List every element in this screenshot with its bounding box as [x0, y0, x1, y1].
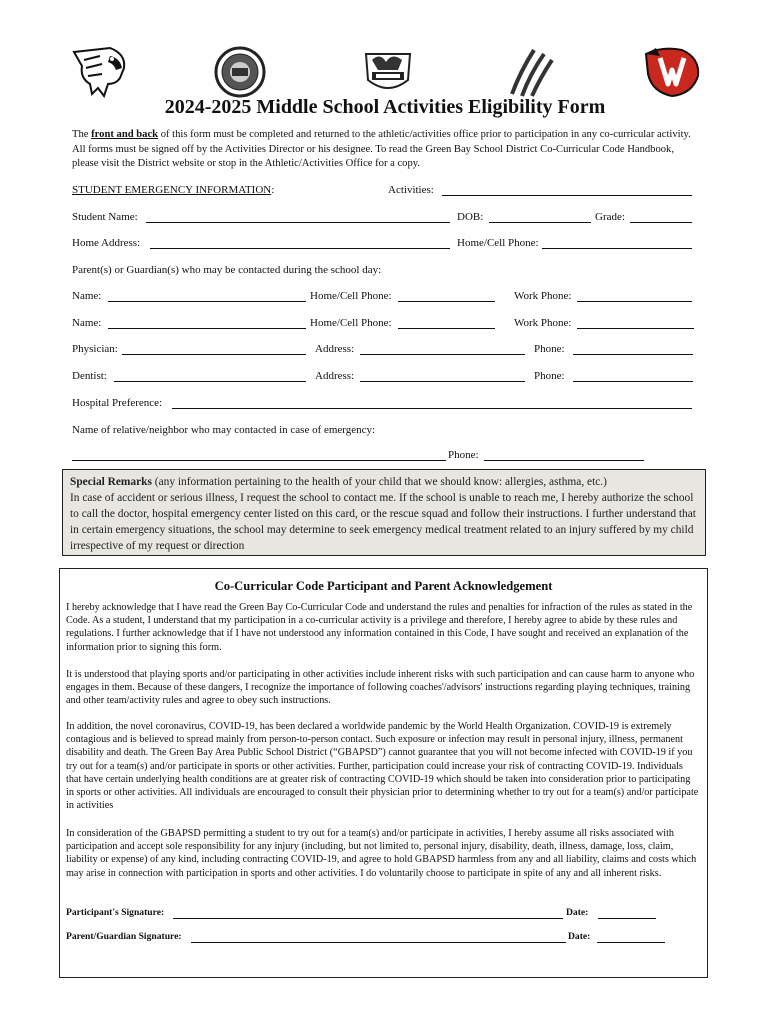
- dob-label: DOB:: [457, 211, 484, 223]
- guardian1-phone-label: Home/Cell Phone:: [310, 290, 392, 302]
- guardian-date-label: Date:: [568, 931, 591, 942]
- acknowledgement-box: [59, 568, 708, 978]
- guardians-label: Parent(s) or Guardian(s) who may be contacted during the school day:: [72, 264, 382, 276]
- relative-label: Name of relative/neighbor who may contacted in case of emergency:: [72, 424, 376, 436]
- guardian-signature-label: Parent/Guardian Signature:: [66, 931, 182, 942]
- student-name-label: Student Name:: [72, 211, 138, 223]
- home-address-label: Home Address:: [72, 237, 141, 249]
- activities-field[interactable]: [442, 195, 692, 196]
- dentist-label: Dentist:: [72, 370, 107, 382]
- physician-phone-label: Phone:: [534, 343, 565, 355]
- intro-paragraph: The front and back of this form must be completed and returned to the athletic/activities office prior to participation in any co-curricular activity. All forms must be signed off by the Activities Director or his designee. To read the Green Bay School District Co-Curricular Code Handbook, please visit the District website or stop in the Athletic/Activities Office for a copy.: [72, 129, 691, 170]
- guardian2-name-field[interactable]: [108, 328, 306, 329]
- emergency-heading: STUDENT EMERGENCY INFORMATION:: [72, 184, 275, 196]
- physician-address-field[interactable]: [360, 354, 525, 355]
- student-name-field[interactable]: [146, 222, 450, 223]
- ack-paragraph-1: I hereby acknowledge that I have read the Green Bay Co-Curricular Code and understand the rules and penalties for infraction of the rules as stated in the Code. As a student, I understand that my participation in a co-curricular activity is a privilege and therefore, I hereby agree to abide by these rules and regulations. I further acknowledge that if I have not understood any information contained in this Code, I have sought and received an explanation of the information prior to signing this form.: [66, 602, 693, 653]
- grade-label: Grade:: [595, 211, 625, 223]
- special-remarks-hint: (any information pertaining to the health of your child that we should know: allergies, asthma, etc.): [151, 476, 607, 488]
- relative-phone-label: Phone:: [448, 449, 479, 461]
- dentist-address-label: Address:: [315, 370, 355, 382]
- middle-school-seal-logo: [210, 44, 270, 100]
- home-address-field[interactable]: [150, 248, 450, 249]
- home-cell-phone-label: Home/Cell Phone:: [457, 237, 539, 249]
- ack-paragraph-4: In consideration of the GBAPSD permitting a student to try out for a team(s) and/or participate in activities, I hereby assume all risks associated with participation and accept sole responsibility for any injury (including, but not limited to, personal injury, disability, death, illness, damage, loss, claim, liability or expense) of any kind, including contracting COVID-19, and agree to hold GBAPSD harmless from any and all liability, claims and costs which may arise in connection with participation in sports and other activities. I do voluntarily choose to participate in spite of any and all inherent risks.: [66, 828, 697, 879]
- dentist-phone-label: Phone:: [534, 370, 565, 382]
- school-crest-logo: [358, 44, 418, 100]
- guardian1-name-field[interactable]: [108, 301, 306, 302]
- participant-date-field[interactable]: [598, 918, 656, 919]
- hospital-label: Hospital Preference:: [72, 397, 163, 409]
- relative-phone-field[interactable]: [484, 460, 644, 461]
- guardian2-work-field[interactable]: [577, 328, 694, 329]
- special-remarks-label: Special Remarks: [70, 476, 152, 488]
- claw-marks-logo: [500, 44, 560, 100]
- dob-field[interactable]: [489, 222, 591, 223]
- activities-label: Activities:: [388, 184, 434, 196]
- relative-name-field[interactable]: [72, 460, 446, 461]
- intro-emphasis: front and back: [91, 129, 159, 140]
- physician-field[interactable]: [122, 354, 306, 355]
- ack-paragraph-2: It is understood that playing sports and/or participating in other activities include inherent risks with such participation and can cause harm to anyone who engages in them. Because of these dangers, I recognize the importance of following coaches'/advisors' instructions regarding playing techniques, training and other team/activity rules and agree to obey such instructions.: [66, 669, 695, 707]
- form-title: 2024-2025 Middle School Activities Eligibility Form: [164, 96, 606, 118]
- grade-field[interactable]: [630, 222, 692, 223]
- physician-label: Physician:: [72, 343, 118, 355]
- hospital-field[interactable]: [172, 408, 692, 409]
- participant-date-label: Date:: [566, 907, 589, 918]
- dentist-address-field[interactable]: [360, 381, 525, 382]
- guardian1-work-label: Work Phone:: [514, 290, 572, 302]
- physician-address-label: Address:: [315, 343, 355, 355]
- home-cell-phone-field[interactable]: [542, 248, 692, 249]
- eagle-head-logo: [70, 44, 130, 100]
- guardian-signature-field[interactable]: [191, 942, 566, 943]
- special-remarks-body: In case of accident or serious illness, I request the school to contact me. If the school is unable to reach me, I hereby authorize the school to call the doctor, hospital emergency center listed on this card, or the rescue squad and follow their instructions. I further understand that in certain emergency situations, the school may determine to seek emergency medical treatment related to an injury suffered by my child irrespective of my request or direction: [70, 492, 696, 552]
- participant-signature-label: Participant's Signature:: [66, 907, 165, 918]
- guardian1-work-field[interactable]: [577, 301, 692, 302]
- participant-signature-field[interactable]: [173, 918, 563, 919]
- guardian2-phone-field[interactable]: [398, 328, 495, 329]
- acknowledgement-title: Co-Curricular Code Participant and Parent Acknowledgement: [214, 579, 553, 593]
- guardian2-work-label: Work Phone:: [514, 317, 572, 329]
- guardian-date-field[interactable]: [597, 942, 665, 943]
- dentist-phone-field[interactable]: [573, 381, 693, 382]
- physician-phone-field[interactable]: [573, 354, 693, 355]
- guardian2-name-label: Name:: [72, 317, 102, 329]
- w-bird-logo: [642, 44, 702, 100]
- guardian1-name-label: Name:: [72, 290, 102, 302]
- guardian2-phone-label: Home/Cell Phone:: [310, 317, 392, 329]
- guardian1-phone-field[interactable]: [398, 301, 495, 302]
- logo-row: [60, 44, 720, 100]
- dentist-field[interactable]: [114, 381, 306, 382]
- special-remarks-box[interactable]: [62, 469, 706, 556]
- ack-paragraph-3: In addition, the novel coronavirus, COVID-19, has been declared a worldwide pandemic by the World Health Organization. COVID-19 is extremely contagious and is believed to spread mainly from person-to-person contact. Such exposure or infection may result in personal injury, illness, permanent disability and death. The Green Bay Area Public School District (“GBAPSD”) cannot guarantee that you will not become infected with COVID-19 if you try out for a team(s) and/or participate in sports or other activities. Further, participation could increase your risk of contracting COVID-19. Individuals that have certain underlying health conditions are at greater risk of contracting COVID-19 which should be taken into consideration prior to participating in sports or other activities. All individuals are encouraged to consult their physician prior to determining whether to try out for a team(s) and/or participate in activities: [66, 721, 699, 812]
